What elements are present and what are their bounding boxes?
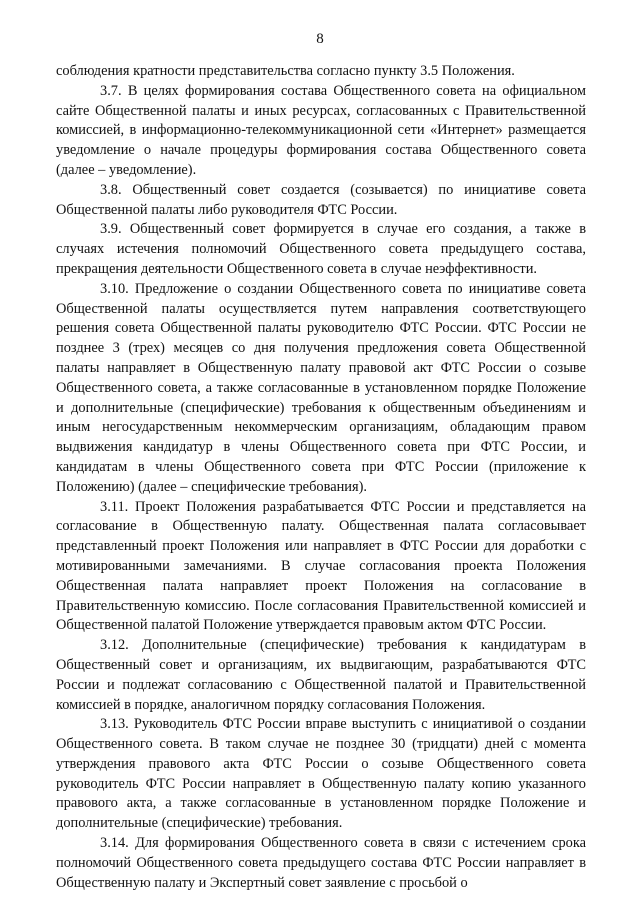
page-number: 8 (316, 31, 324, 47)
paragraph-3-8: 3.8. Общественный совет создается (созывается) по инициативе совета Общественной палаты либо руководителя ФТС России. (56, 181, 586, 218)
paragraph: соблюдения кратности представительства согласно пункту 3.5 Положения. (56, 63, 515, 79)
paragraph-3-12: 3.12. Дополнительные (специфические) требования к кандидатурам в Общественный совет и организациям, их выдвигающим, разрабатываются ФТС России и подлежат согласованию с Общественной палатой и Правительственной комиссией в порядке, аналогичном порядку согласования Положения. (56, 637, 586, 713)
paragraph-3-10: 3.10. Предложение о создании Общественного совета по инициативе совета Общественной палаты осуществляется путем направления соответствующего решения совета Общественной палаты руководителю ФТС России. ФТС России не позднее 3 (трех) месяцев со дня получения предложения совета Общественной палаты направляет в Общественную палату правовой акт ФТС России о созыве Общественного совета, а также согласованные в установленном порядке Положение и дополнительные (специфические) требования к общественным объединениям и иным негосударственным некоммерческим организациям, обладающим правом выдвижения кандидатур в члены Общественного совета при ФТС России, и кандидатам в члены Общественного совета при ФТС России (приложение к Положению) (далее – специфические требования). (56, 280, 586, 495)
paragraph-3-7: 3.7. В целях формирования состава Общественного совета на официальном сайте Общественной палаты и иных ресурсах, согласованных с Правительственной комиссией, в информационно-телекоммуникационной сети «Интернет» размещается уведомление о начале процедуры формирования состава Общественного совета (далее – уведомление). (56, 82, 586, 178)
paragraph-3-14: 3.14. Для формирования Общественного совета в связи с истечением срока полномочий Общественного совета предыдущего состава ФТС России направляет в Общественную палату и Экспертный совет заявление с просьбой о (56, 835, 586, 891)
paragraph-3-11: 3.11. Проект Положения разрабатывается ФТС России и представляется на согласование в Общественную палату. Общественная палата согласовывает представленный проект Положения или направляет в ФТС России для доработки с мотивированными замечаниями. В случае согласования проекта Положения Общественная палата направляет проект Положения на согласование в Правительственную комиссию. После согласования Правительственной комиссией и Общественной палатой Положение утверждается правовым актом ФТС России. (56, 498, 586, 634)
paragraph-3-9: 3.9. Общественный совет формируется в случае его создания, а также в случаях истечения полномочий Общественного совета предыдущего состава, прекращения деятельности Общественного совета в случае неэффективности. (56, 221, 586, 277)
paragraph-3-13: 3.13. Руководитель ФТС России вправе выступить с инициативой о создании Общественного совета. В таком случае не позднее 30 (тридцати) дней с момента утверждения правового акта ФТС России о созыве Общественного совета руководитель ФТС России направляет в Общественную палату копию указанного правового акта, а также согласованные в установленном порядке Положение и дополнительные (специфические) требования. (56, 716, 586, 832)
document-body (56, 62, 586, 893)
